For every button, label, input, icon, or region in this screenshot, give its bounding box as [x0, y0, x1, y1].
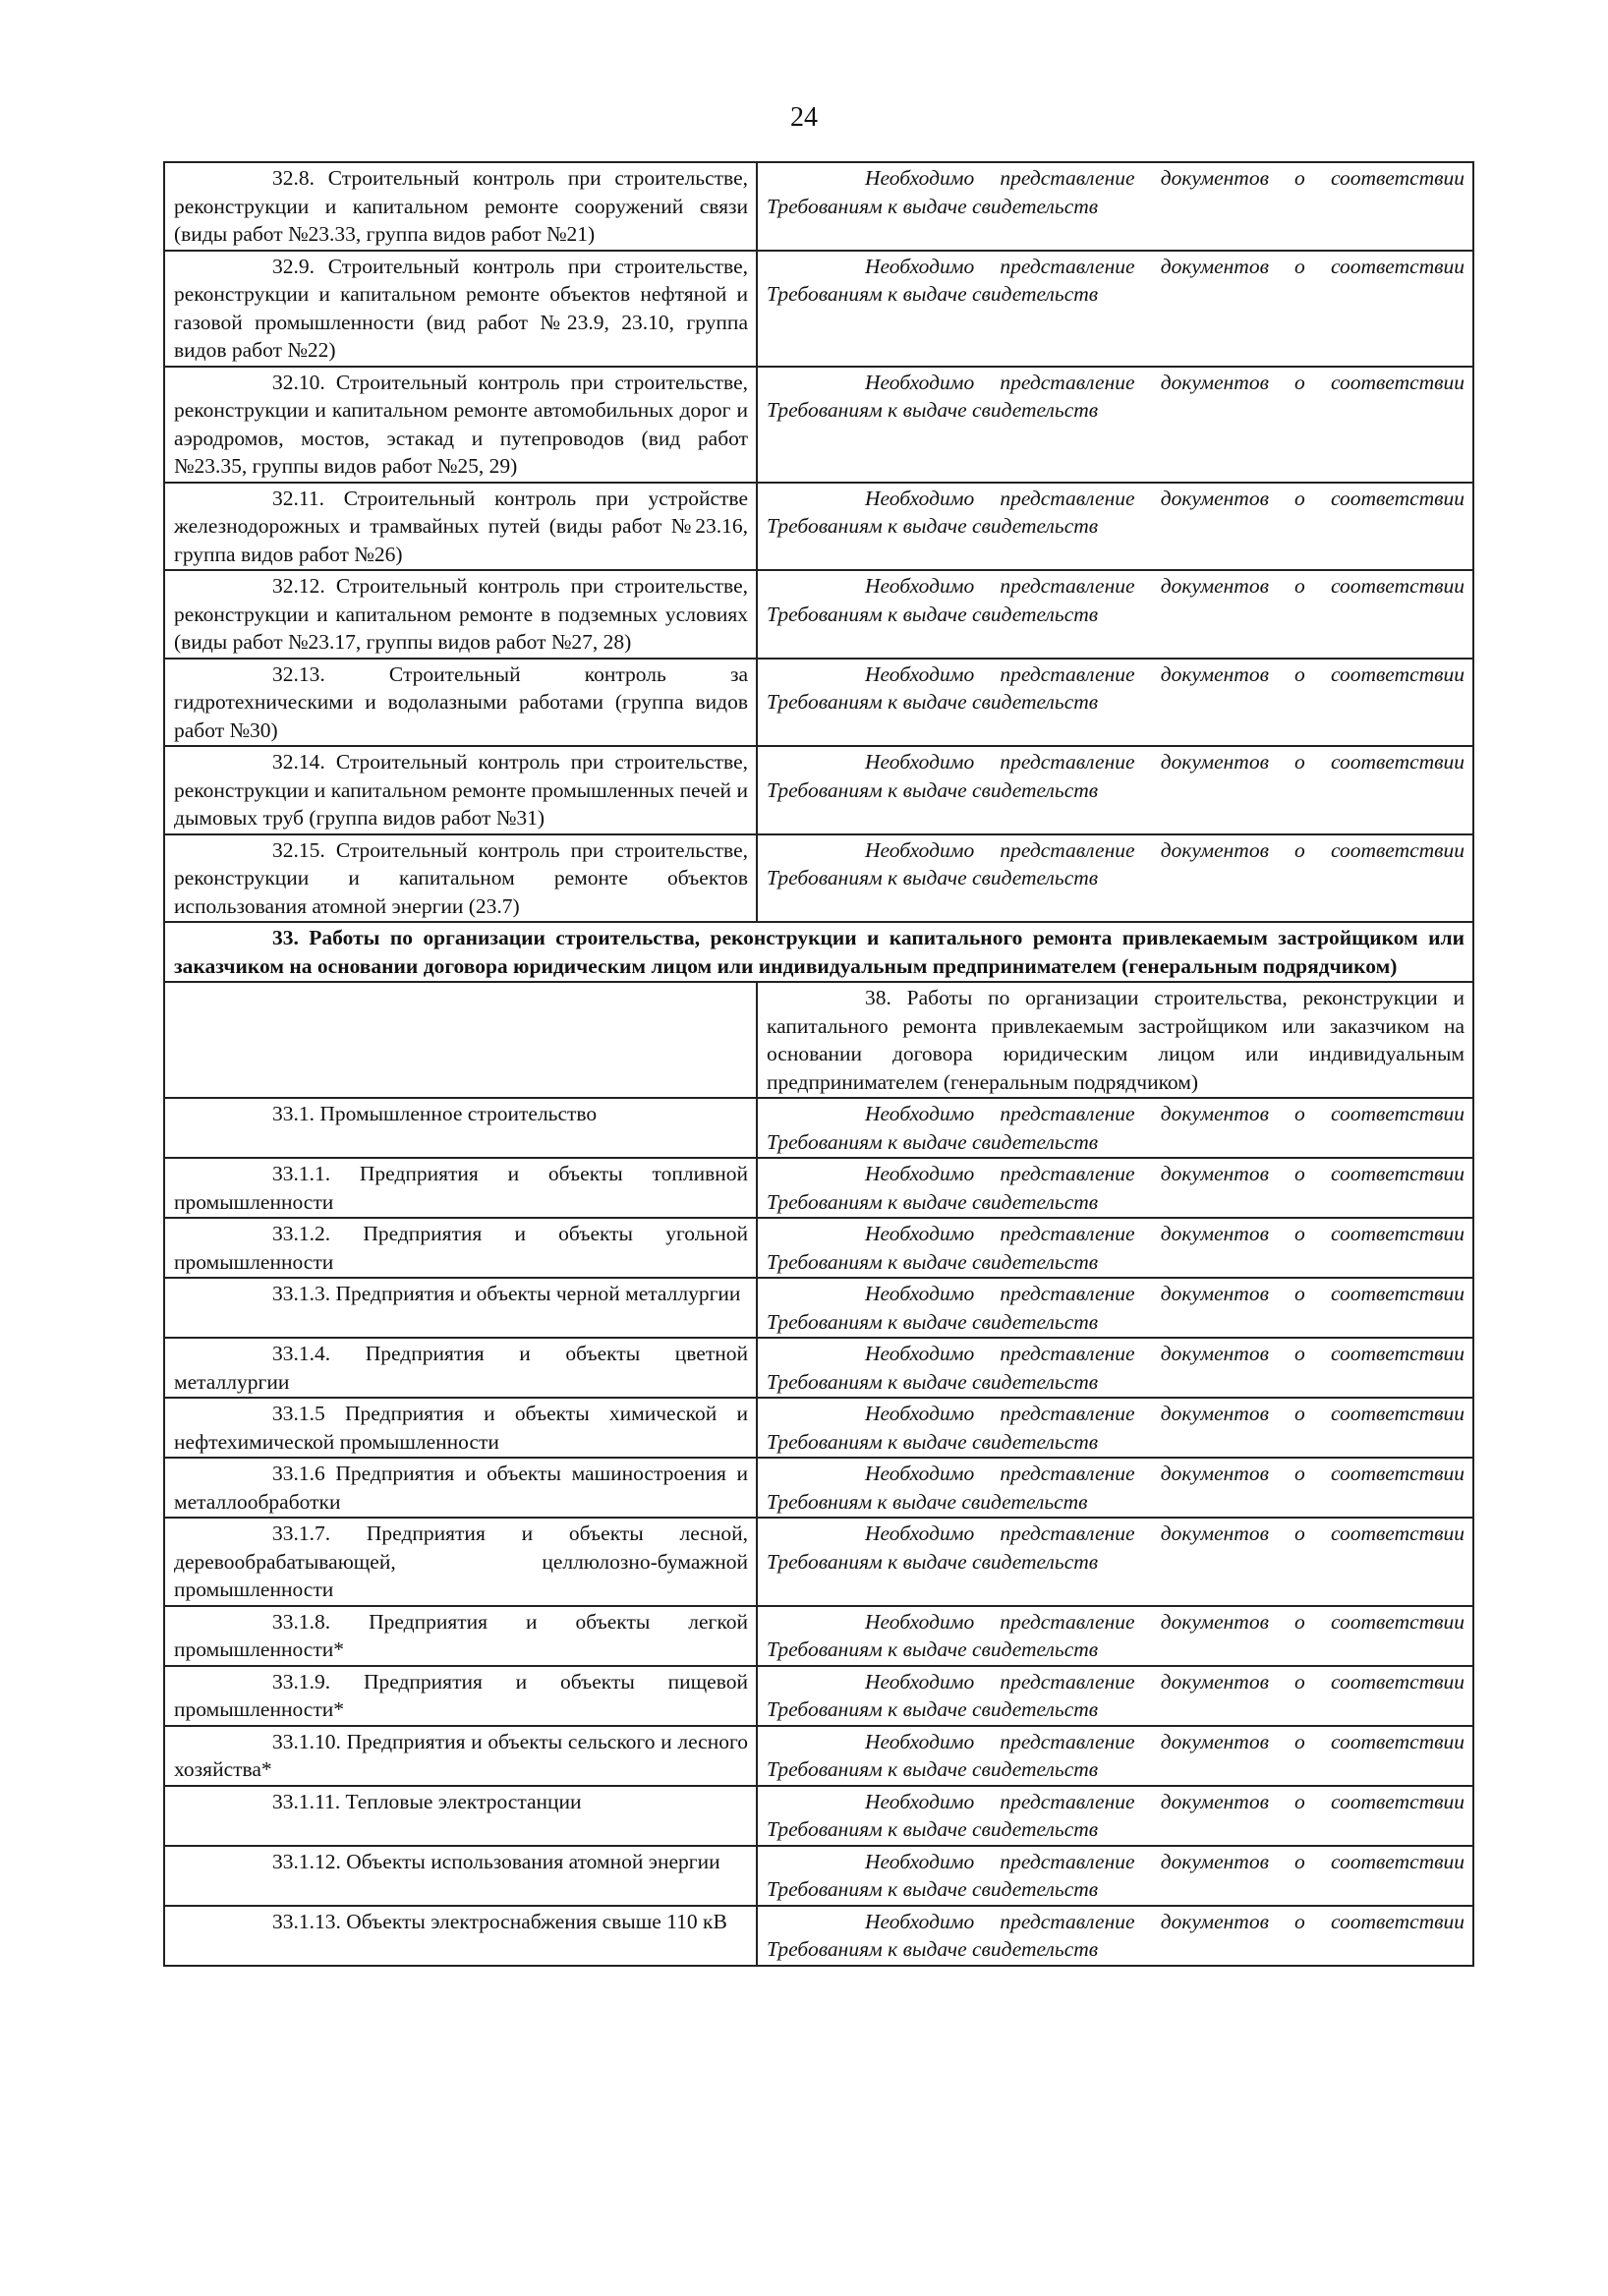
- table-row: [164, 1906, 1473, 1966]
- row-label-cell: [164, 1338, 757, 1398]
- row-label-cell: [164, 1158, 757, 1218]
- table-row: [164, 1098, 1473, 1158]
- row-label-cell: [164, 1518, 757, 1606]
- row-label: 32.13. Строительный контроль за гидротехническими и водолазными работами (группа видов работ №30): [174, 661, 748, 742]
- table-row: [164, 483, 1473, 571]
- table-row: [164, 1518, 1473, 1606]
- table-row: [164, 1218, 1473, 1278]
- row-requirement-cell: [757, 1606, 1473, 1666]
- requirements-table: [163, 161, 1474, 1967]
- row-requirement: Необходимо представление документов о соответствии Требованиям к выдаче свидетельств: [767, 1342, 1464, 1394]
- section-subheading: 38. Работы по организации строительства, реконструкции и капитального ремонта привлекаемым застройщиком или заказчиком на основании договора юридическим лицом или индивидуальным предпринимателем (генеральным подрядчиком): [767, 986, 1464, 1094]
- row-requirement: Необходимо представление документов о соответствии Требованиям к выдаче свидетельств: [767, 574, 1464, 626]
- row-requirement: Необходимо представление документов о соответствии Требованиям к выдаче свидетельств: [767, 254, 1464, 306]
- row-label-cell: [164, 1458, 757, 1518]
- table-section-33-header: [164, 922, 1473, 1098]
- row-requirement-cell: [757, 162, 1473, 251]
- row-label: 33.1.12. Объекты использования атомной энергии: [272, 1849, 720, 1873]
- row-requirement: Необходимо представление документов о соответствии Требованиям к выдаче свидетельств: [767, 1102, 1464, 1154]
- row-label: 33.1.5 Предприятия и объекты химической и нефтехимической промышленности: [174, 1402, 748, 1454]
- row-label-cell: [164, 746, 757, 834]
- row-label: 33.1.1. Предприятия и объекты топливной промышленности: [174, 1162, 748, 1214]
- row-label: 32.10. Строительный контроль при строительстве, реконструкции и капитальном ремонте автомобильных дорог и аэродромов, мостов, эстакад и путепроводов (вид работ №23.35, группы видов работ №25, 29): [174, 370, 748, 478]
- row-requirement: Необходимо представление документов о соответствии Требованиям к выдаче свидетельств: [767, 837, 1464, 890]
- row-label-cell: [164, 367, 757, 483]
- section-heading-cell: [164, 922, 1473, 982]
- row-label: 33.1.10. Предприятия и объекты сельского и лесного хозяйства*: [174, 1729, 748, 1781]
- row-label-cell: [164, 1098, 757, 1158]
- table-section-32: [164, 162, 1473, 922]
- row-requirement-cell: [757, 1158, 1473, 1218]
- row-label: 33.1.13. Объекты электроснабжения свыше 110 кВ: [272, 1909, 727, 1933]
- table-row: [164, 1846, 1473, 1906]
- row-requirement-cell: [757, 746, 1473, 834]
- row-requirement-cell: [757, 1338, 1473, 1398]
- table-row: [164, 746, 1473, 834]
- row-label: 33.1.9. Предприятия и объекты пищевой промышленности*: [174, 1669, 748, 1721]
- row-label: 33.1.8. Предприятия и объекты легкой промышленности*: [174, 1609, 748, 1661]
- row-label-cell: [164, 1218, 757, 1278]
- row-requirement-cell: [757, 1518, 1473, 1606]
- row-requirement-cell: [757, 367, 1473, 483]
- table-row: [164, 659, 1473, 747]
- row-requirement: Необходимо представление документов о соответствии Требованиям к выдаче свидетельств: [767, 1669, 1464, 1721]
- row-requirement-cell: [757, 251, 1473, 367]
- row-label-cell: [164, 1398, 757, 1458]
- table-row: [164, 162, 1473, 251]
- row-label-cell: [164, 483, 757, 571]
- row-label: 33.1.4. Предприятия и объекты цветной металлургии: [174, 1342, 748, 1394]
- row-label-cell: [164, 1726, 757, 1786]
- table-row: [164, 1338, 1473, 1398]
- row-requirement: Необходимо представление документов о соответствии Требованиям к выдаче свидетельств: [767, 750, 1464, 802]
- row-label-cell: [164, 834, 757, 923]
- section-heading: 33. Работы по организации строительства, реконструкции и капитального ремонта привлекаемым застройщиком или заказчиком на основании договора юридическим лицом или индивидуальным предпринимателем (генеральным подрядчиком): [174, 926, 1464, 978]
- table-section-33: [164, 1098, 1473, 1966]
- row-requirement-cell: [757, 1726, 1473, 1786]
- row-requirement: Необходимо представление документов о соответствии Требованиям к выдаче свидетельств: [767, 1609, 1464, 1661]
- section-heading-row: [164, 922, 1473, 982]
- row-requirement-cell: [757, 1846, 1473, 1906]
- table-row: [164, 1278, 1473, 1338]
- table-row: [164, 1726, 1473, 1786]
- row-label: 33.1.7. Предприятия и объекты лесной, деревообрабатывающей, целлюлозно-бумажной промышленности: [174, 1521, 748, 1601]
- row-label: 32.8. Строительный контроль при строительстве, реконструкции и капитальном ремонте сооружений связи (виды работ №23.33, группа видов работ №21): [174, 166, 748, 246]
- row-requirement-cell: [757, 483, 1473, 571]
- row-requirement-cell: [757, 659, 1473, 747]
- row-label-cell: [164, 659, 757, 747]
- row-requirement-cell: [757, 1278, 1473, 1338]
- row-requirement-cell: [757, 834, 1473, 923]
- row-label: 33.1.2. Предприятия и объекты угольной промышленности: [174, 1222, 748, 1274]
- row-requirement: Необходимо представление документов о соответствии Требованиям к выдаче свидетельств: [767, 486, 1464, 538]
- row-requirement-cell: [757, 1906, 1473, 1966]
- row-requirement-cell: [757, 1458, 1473, 1518]
- row-requirement: Необходимо представление документов о соответствии Требованиям к выдаче свидетельств: [767, 1729, 1464, 1781]
- row-requirement-cell: [757, 570, 1473, 659]
- table-row: [164, 570, 1473, 659]
- row-label-cell: [164, 162, 757, 251]
- row-label: 33.1.6 Предприятия и объекты машиностроения и металлообработки: [174, 1462, 748, 1514]
- row-requirement: Необходимо представление документов о соответствии Требованиям к выдаче свидетельств: [767, 1402, 1464, 1454]
- table-row: [164, 1458, 1473, 1518]
- row-label: 33.1.3. Предприятия и объекты черной металлургии: [272, 1282, 741, 1305]
- row-label-cell: [164, 1786, 757, 1846]
- row-requirement: Необходимо представление документов о соответствии Требованиям к выдаче свидетельств: [767, 166, 1464, 218]
- row-requirement: Необходимо представление документов о соответствии Требованиям к выдаче свидетельств: [767, 1521, 1464, 1574]
- page-number: 24: [790, 102, 818, 133]
- row-requirement-cell: [757, 1666, 1473, 1726]
- row-requirement: Необходимо представление документов о соответствии Требованиям к выдаче свидетельств: [767, 1282, 1464, 1334]
- table-row: [164, 834, 1473, 923]
- table-row: [164, 367, 1473, 483]
- row-label-cell: [164, 251, 757, 367]
- row-label: 32.15. Строительный контроль при строительстве, реконструкции и капитальном ремонте объектов использования атомной энергии (23.7): [174, 837, 748, 918]
- row-label-cell: [164, 1906, 757, 1966]
- row-requirement-cell: [757, 1786, 1473, 1846]
- section-subheading-cell: [757, 982, 1473, 1098]
- table-row: [164, 1666, 1473, 1726]
- row-requirement: Необходимо представление документов о соответствии Требованиям к выдаче свидетельств: [767, 661, 1464, 714]
- table-row: [164, 1158, 1473, 1218]
- row-requirement: Необходимо представление документов о соответствии Требованиям к выдаче свидетельств: [767, 1162, 1464, 1214]
- row-label: 32.12. Строительный контроль при строительстве, реконструкции и капитальном ремонте в подземных условиях (виды работ №23.17, группы видов работ №27, 28): [174, 574, 748, 654]
- row-requirement: Необходимо представление документов о соответствии Требованиям к выдаче свидетельств: [767, 1789, 1464, 1841]
- row-label: 32.9. Строительный контроль при строительстве, реконструкции и капитальном ремонте объектов нефтяной и газовой промышленности (вид работ №23.9, 23.10, группа видов работ №22): [174, 254, 748, 362]
- row-requirement: Необходимо представление документов о соответствии Требованиям к выдаче свидетельств: [767, 1909, 1464, 1961]
- row-label-cell: [164, 1278, 757, 1338]
- row-requirement: Необходимо представление документов о соответствии Требованиям к выдаче свидетельств: [767, 1222, 1464, 1274]
- row-requirement-cell: [757, 1218, 1473, 1278]
- table-row: [164, 1786, 1473, 1846]
- row-requirement: Необходимо представление документов о соответствии Требовниям к выдаче свидетельств: [767, 1462, 1464, 1514]
- row-requirement: Необходимо представление документов о соответствии Требованиям к выдаче свидетельств: [767, 370, 1464, 422]
- table-row: [164, 1606, 1473, 1666]
- row-label-cell: [164, 1606, 757, 1666]
- table-row: [164, 1398, 1473, 1458]
- row-requirement-cell: [757, 1098, 1473, 1158]
- row-label: 32.11. Строительный контроль при устройстве железнодорожных и трамвайных путей (виды работ №23.16, группа видов работ №26): [174, 486, 748, 566]
- row-label-cell: [164, 1846, 757, 1906]
- row-label-cell: [164, 570, 757, 659]
- row-label: 33.1.11. Тепловые электростанции: [272, 1789, 582, 1813]
- row-requirement: Необходимо представление документов о соответствии Требованиям к выдаче свидетельств: [767, 1849, 1464, 1901]
- row-label: 32.14. Строительный контроль при строительстве, реконструкции и капитальном ремонте промышленных печей и дымовых труб (группа видов работ №31): [174, 750, 748, 830]
- row-label: 33.1. Промышленное строительство: [272, 1102, 598, 1125]
- row-requirement-cell: [757, 1398, 1473, 1458]
- row-label-cell: [164, 1666, 757, 1726]
- section-subheading-row: [164, 982, 1473, 1098]
- empty-cell: [164, 982, 757, 1098]
- table-row: [164, 251, 1473, 367]
